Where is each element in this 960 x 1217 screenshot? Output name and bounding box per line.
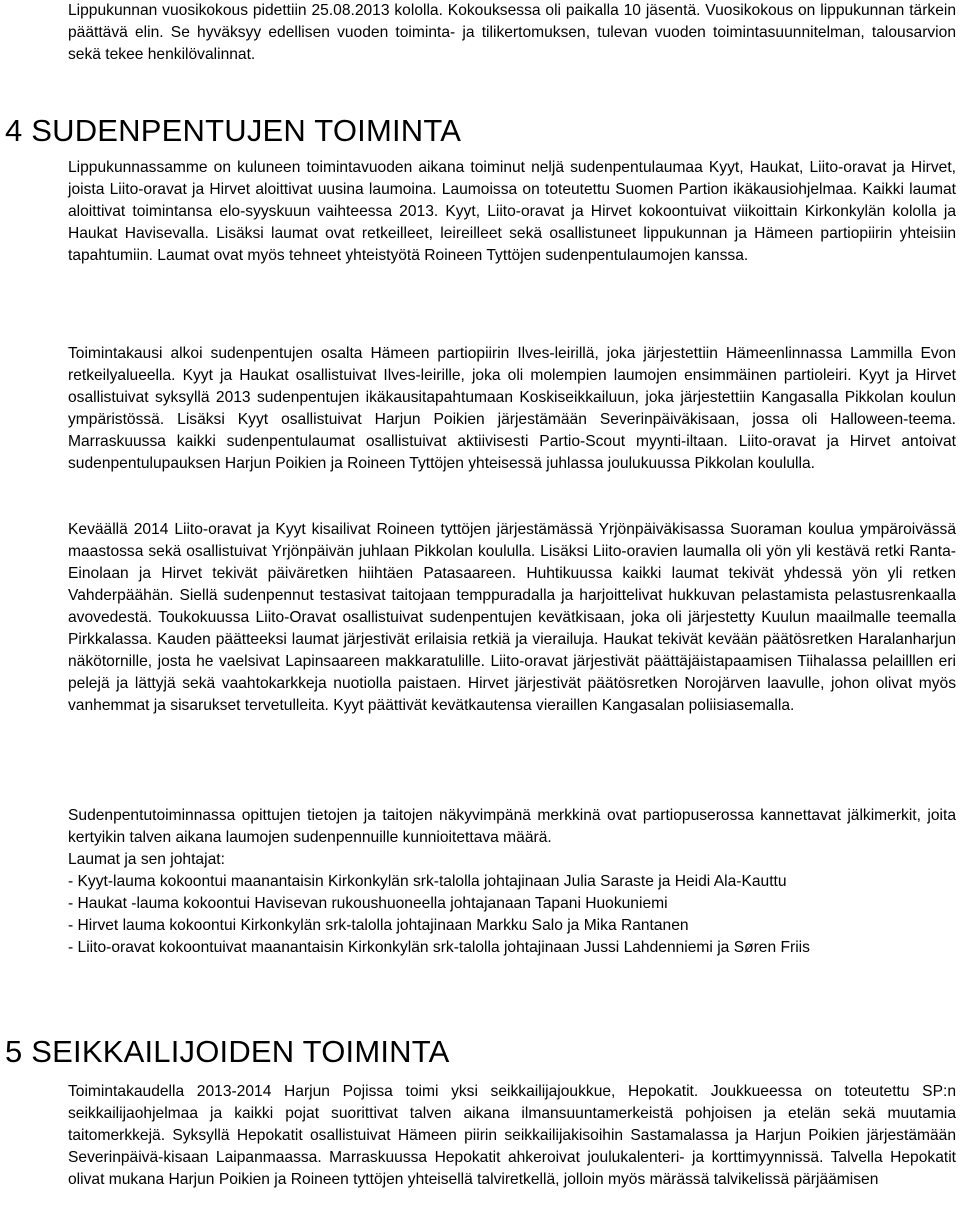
leaders-list-item: - Haukat -lauma kokoontui Havisevan rukoushuoneella johtajanaan Tapani Huokuniemi — [68, 895, 668, 912]
section-4-paragraph-4 — [68, 805, 956, 959]
section-5-paragraph-1 — [68, 1081, 956, 1191]
section-4-paragraph-1 — [68, 157, 956, 267]
section-4-p3-text: Keväällä 2014 Liito-oravat ja Kyyt kisailivat Roineen tyttöjen järjestämässä Yrjönpäiväkisassa Suoraman koulua ympäroivässä maastossa sekä osallistuivat Yrjönpäivän juhlaan Pikkolan koululla. Lisäksi Liito-oravien laumalla oli yön yli kestävä retki Ranta-Einolaan ja Hirvet tekivät päiväretken hiihtäen Patasaareen. Huhtikuussa kaikki laumat tekivät yhdessä yön yli retken Vahderpäähän. Siellä sudenpennut testasivat taitojaan temppuradalla ja harjoittelivat hukkuvan pelastamista pelastusrenkaalla avovedestä. Toukokuussa Liito-Oravat osallistuivat sudenpentujen kevätkisaan, joka oli järjestetty Kuulun maailmalle teemalla Pirkkalassa. Kauden päätteeksi laumat järjestivät erilaisia retkiä ja vierailuja. Haukat tekivät kevään päätösretken Haralanharjun näkötornille, josta he vaelsivat Lapinsaareen makkaratulille. Liito-oravat järjestivät päättäjäistapaamisen Tiihalassa pelailllen eri pelejä ja lättyjä sekä vaahtokarkkeja nuotiolla paistaen. Hirvet järjestivät päätösretken Norojärven laavulle, johon olivat myös vanhemmat ja sisarukset tervetulleita. Kyyt päättivät kevätkautensa vieraillen Kangasalan poliisiasemalla. — [68, 521, 956, 714]
section-4-heading: 4 SUDENPENTUJEN TOIMINTA — [5, 113, 462, 148]
intro-paragraph — [68, 0, 956, 66]
leaders-list-item: - Hirvet lauma kokoontui Kirkonkylän srk-talolla johtajinaan Markku Salo ja Mika Rantanen — [68, 917, 689, 934]
section-4-paragraph-2 — [68, 343, 956, 475]
section-5-p1-text: Toimintakaudella 2013-2014 Harjun Pojissa toimi yksi seikkailijajoukkue, Hepokatit. Joukkueessa on toteutettu SP:n seikkailijaohjelmaa ja kaikki pojat suorittivat talven aikana ilmansuuntamerkeistä pohjoisen ja etelän sekä muutamia taitomerkkejä. Syksyllä Hepokatit osallistuivat Hämeen piirin seikkailijakisoihin Sastamalassa ja Harjun Poikien järjestämään Severinpäivä-kisaan Laipanmaassa. Marraskuussa Hepokatit ahkeroivat joulukalenteri- ja korttimyynnissä. Talvella Hepokatit olivat mukana Harjun Poikien ja Roineen tyttöjen yhteisellä talviretkellä, jolloin myös märässä talvikelissä pärjäämisen — [68, 1083, 956, 1188]
leaders-label: Laumat ja sen johtajat: — [68, 851, 225, 868]
leaders-list — [68, 871, 956, 959]
section-5-heading: 5 SEIKKAILIJOIDEN TOIMINTA — [5, 1034, 450, 1069]
leaders-list-item: - Liito-oravat kokoontuivat maanantaisin Kirkonkylän srk-talolla johtajinaan Jussi Lahdenniemi ja Søren Friis — [68, 939, 810, 956]
section-4-paragraph-3 — [68, 519, 956, 717]
section-4-p1-text: Lippukunnassamme on kuluneen toimintavuoden aikana toiminut neljä sudenpentulaumaa Kyyt, Haukat, Liito-oravat ja Hirvet, joista Liito-oravat ja Hirvet aloittivat uusina laumoina. Laumoissa on toteutettu Suomen Partion ikäkausiohjelmaa. Kaikki laumat aloittivat toimintansa elo-syyskuun vaihteessa 2013. Kyyt, Liito-oravat ja Hirvet kokoontuivat viikoittain Kirkonkylän kololla ja Haukat Havisevalla. Lisäksi laumat ovat retkeilleet, leireilleet sekä osallistuneet lippukunnan ja Hämeen partiopiirin yhteisiin tapahtumiin. Laumat ovat myös tehneet yhteistyötä Roineen Tyttöjen sudenpentulaumojen kanssa. — [68, 159, 956, 264]
section-4-p2-text: Toimintakausi alkoi sudenpentujen osalta Hämeen partiopiirin Ilves-leirillä, joka järjestettiin Hämeenlinnassa Lammilla Evon retkeilyalueella. Kyyt ja Haukat osallistuivat Ilves-leirille, joka oli molempien laumojen ensimmäinen partioleiri. Kyyt ja Hirvet osallistuivat syksyllä 2013 sudenpentujen ikäkausitapahtumaan Koskiseikkailuun, joka järjestettiin Kangasalla Pikkolan koulun ympäristössä. Lisäksi Kyyt osallistuivat Harjun Poikien järjestämään Severinpäiväkisaan, jossa oli Halloween-teema. Marraskuussa kaikki sudenpentulaumat osallistuivat aktiivisesti Partio-Scout myynti-iltaan. Liito-oravat ja Hirvet antoivat sudenpentulupauksen Harjun Poikien ja Roineen Tyttöjen yhteisessä juhlassa joulukuussa Pikkolan koululla. — [68, 345, 956, 472]
section-4-p4-text: Sudenpentutoiminnassa opittujen tietojen ja taitojen näkyvimpänä merkkinä ovat partiopuserossa kannettavat jälkimerkit, joita kertyikin talven aikana laumojen sudenpennuille kunnioitettava määrä. — [68, 807, 956, 846]
leaders-list-item: - Kyyt-lauma kokoontui maanantaisin Kirkonkylän srk-talolla johtajinaan Julia Saraste ja Heidi Ala-Kauttu — [68, 873, 787, 890]
intro-text: Lippukunnan vuosikokous pidettiin 25.08.2013 kololla. Kokouksessa oli paikalla 10 jäsentä. Vuosikokous on lippukunnan tärkein päättävä elin. Se hyväksyy edellisen vuoden toiminta- ja tilikertomuksen, tulevan vuoden toimintasuunnitelman, talousarvion sekä tekee henkilövalinnat. — [68, 2, 956, 63]
